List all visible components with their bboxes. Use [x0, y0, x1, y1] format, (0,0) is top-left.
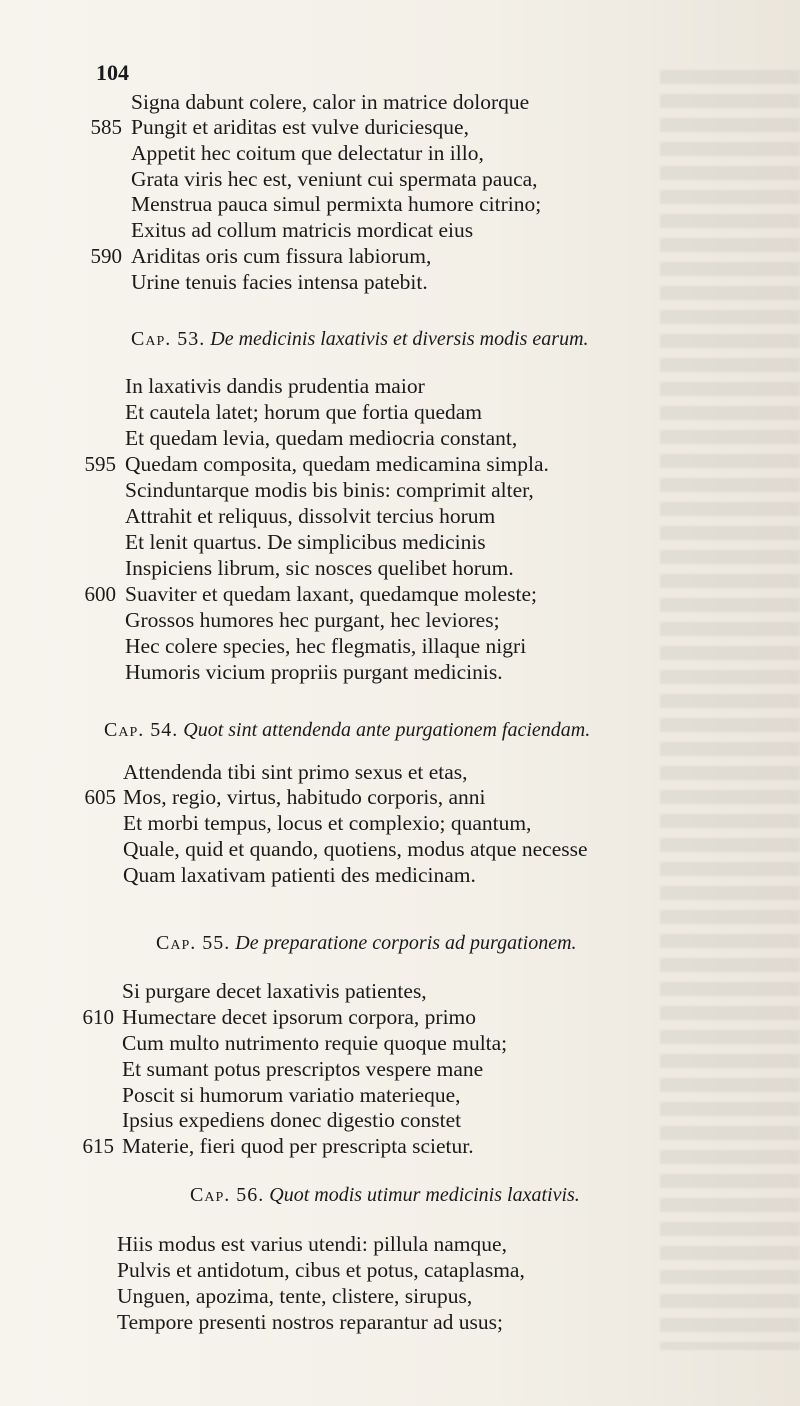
verse-line	[0, 1003, 800, 1031]
verse-line	[0, 861, 800, 889]
verse-line	[0, 88, 800, 116]
verse-line	[0, 476, 800, 504]
verse-text: Pulvis et antidotum, cibus et potus, cataplasma,	[117, 1258, 525, 1282]
verse-line	[0, 1308, 800, 1336]
verse-text: Quam laxativam patienti des medicinam.	[123, 863, 476, 887]
verse-number: 595	[84, 452, 116, 476]
verse-text: Quedam composita, quedam medicamina simpla.	[125, 452, 549, 476]
verse-text: Appetit hec coitum que delectatur in illo,	[131, 141, 484, 165]
chapter-number: Cap. 55.	[156, 932, 231, 954]
verse-text: Attendenda tibi sint primo sexus et etas,	[123, 760, 468, 784]
verse-line	[0, 424, 800, 452]
verse-line	[0, 1132, 800, 1160]
verse-number: 605	[84, 785, 116, 809]
verse-text: Mos, regio, virtus, habitudo corporis, anni	[123, 785, 486, 809]
verse-text: Exitus ad collum matricis mordicat eius	[131, 218, 474, 242]
verse-text: Poscit si humorum variatio materieque,	[122, 1083, 461, 1107]
verse-line	[0, 554, 800, 582]
verse-text: Materie, fieri quod per prescripta scietur.	[122, 1134, 474, 1158]
verse-number: 585	[90, 115, 122, 139]
verse-text: Humectare decet ipsorum corpora, primo	[122, 1005, 477, 1029]
verse-line	[0, 658, 800, 686]
verse-line	[0, 242, 800, 270]
verse-text: Quale, quid et quando, quotiens, modus atque necesse	[123, 837, 588, 861]
verse-line	[0, 190, 800, 218]
verse-text: Et lenit quartus. De simplicibus medicinis	[125, 530, 486, 554]
verse-text: Si purgare decet laxativis patientes,	[122, 979, 427, 1003]
verse-line	[0, 450, 800, 478]
verse-text: Et cautela latet; horum que fortia quedam	[125, 400, 482, 424]
verse-line	[0, 580, 800, 608]
verse-number: 610	[82, 1005, 114, 1029]
verse-line	[0, 502, 800, 530]
chapter-title: De medicinis laxativis et diversis modis earum.	[210, 328, 589, 350]
verse-text: Signa dabunt colere, calor in matrice dolorque	[131, 90, 530, 114]
chapter-number: Cap. 53.	[131, 328, 206, 350]
verse-text: Hec colere species, hec flegmatis, illaque nigri	[125, 634, 527, 658]
verse-line	[0, 139, 800, 167]
verse-number: 615	[82, 1134, 114, 1158]
verse-text: In laxativis dandis prudentia maior	[125, 374, 425, 398]
verse-text: Ariditas oris cum fissura labiorum,	[131, 244, 432, 268]
verse-text: Et quedam levia, quedam mediocria constant,	[125, 426, 518, 450]
chapter-title: De preparatione corporis ad purgationem.	[235, 932, 577, 954]
verse-line	[0, 632, 800, 660]
verse-line	[0, 1256, 800, 1284]
verse-text: Grata viris hec est, veniunt cui spermata pauca,	[131, 167, 538, 191]
chapter-number: Cap. 56.	[190, 1184, 265, 1206]
verse-line	[0, 977, 800, 1005]
verse-line	[0, 372, 800, 400]
verse-line	[0, 1055, 800, 1083]
chapter-heading	[0, 929, 800, 957]
verse-number: 590	[90, 244, 122, 268]
verse-line	[0, 1230, 800, 1258]
verse-line	[0, 268, 800, 296]
verse-text: Grossos humores hec purgant, hec leviores;	[125, 608, 500, 632]
chapter-title: Quot modis utimur medicinis laxativis.	[269, 1184, 580, 1206]
verse-text: Unguen, apozima, tente, clistere, sirupus,	[117, 1284, 473, 1308]
verse-line	[0, 758, 800, 786]
chapter-number: Cap. 54.	[104, 719, 179, 741]
verse-text: Et morbi tempus, locus et complexio; quantum,	[123, 811, 532, 835]
verse-line	[0, 113, 800, 141]
verse-text: Cum multo nutrimento requie quoque multa;	[122, 1031, 508, 1055]
verse-text: Urine tenuis facies intensa patebit.	[131, 270, 428, 294]
verse-line	[0, 1106, 800, 1134]
verse-line	[0, 606, 800, 634]
verse-line	[0, 809, 800, 837]
verse-text: Inspiciens librum, sic nosces quelibet horum.	[125, 556, 514, 580]
chapter-heading	[0, 716, 800, 744]
verse-line	[0, 398, 800, 426]
verse-text: Ipsius expediens donec digestio constet	[122, 1108, 462, 1132]
verse-line	[0, 783, 800, 811]
chapter-heading	[0, 325, 800, 353]
page-number: 104	[96, 60, 129, 85]
verse-text: Suaviter et quedam laxant, quedamque moleste;	[125, 582, 537, 606]
verse-number: 600	[84, 582, 116, 606]
verse-text: Attrahit et reliquus, dissolvit tercius horum	[125, 504, 496, 528]
verse-line	[0, 1081, 800, 1109]
verse-text: Et sumant potus prescriptos vespere mane	[122, 1057, 484, 1081]
verse-text: Humoris vicium propriis purgant medicinis.	[125, 660, 503, 684]
verse-text: Hiis modus est varius utendi: pillula namque,	[117, 1232, 507, 1256]
verse-line	[0, 835, 800, 863]
verse-line	[0, 216, 800, 244]
verse-text: Pungit et ariditas est vulve duriciesque,	[131, 115, 469, 139]
verse-line	[0, 1029, 800, 1057]
chapter-title: Quot sint attendenda ante purgationem faciendam.	[183, 719, 591, 741]
verse-text: Tempore presenti nostros reparantur ad usus;	[117, 1310, 503, 1334]
verse-line	[0, 1282, 800, 1310]
verse-line	[0, 528, 800, 556]
verse-line	[0, 165, 800, 193]
verse-text: Scinduntarque modis bis binis: comprimit alter,	[125, 478, 534, 502]
chapter-heading	[0, 1181, 800, 1209]
verse-text: Menstrua pauca simul permixta humore citrino;	[131, 192, 542, 216]
